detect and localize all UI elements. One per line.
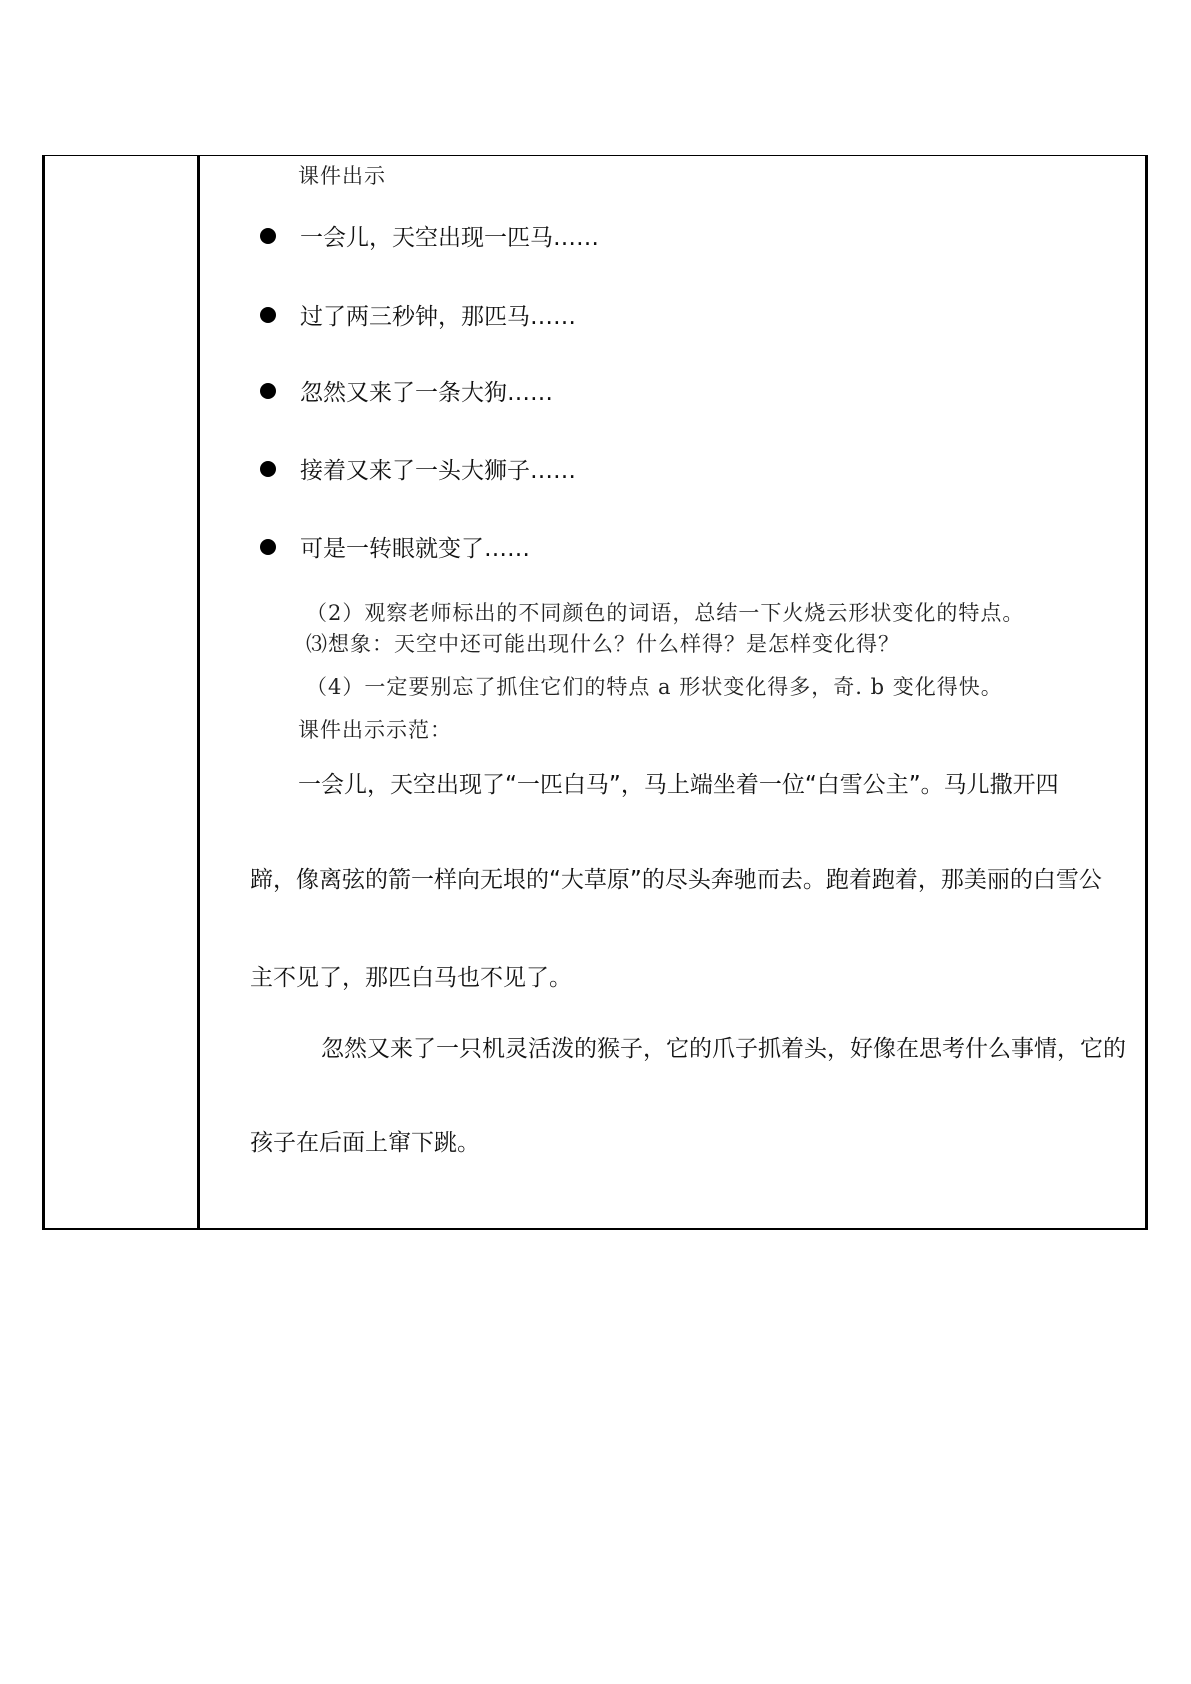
- lesson-table: [42, 155, 1148, 1230]
- bullet-text: 忽然又来了一条大狗……: [300, 380, 553, 406]
- bullet-text: 接着又来了一头大狮子……: [300, 458, 576, 484]
- content-cell: [200, 156, 1145, 1228]
- bullet-text: 一会儿，天空出现一匹马……: [300, 225, 599, 251]
- courseware-heading: 课件出示: [298, 164, 386, 188]
- bullet-text: 可是一转眼就变了……: [300, 536, 530, 562]
- bullet-dot-icon: [260, 539, 276, 555]
- instruction-line: ⑶想象：天空中还可能出现什么？什么样得？是怎样变化得？: [306, 632, 900, 656]
- example-paragraph-line: 蹄，像离弦的箭一样向无垠的“大草原”的尽头奔驰而去。跑着跑着，那美丽的白雪公: [250, 867, 1102, 893]
- bullet-dot-icon: [260, 461, 276, 477]
- instruction-line: （4）一定要别忘了抓住它们的特点 a 形状变化得多，奇. b 变化得快。: [306, 675, 1003, 699]
- example-heading: 课件出示示范：: [298, 718, 452, 742]
- bullet-dot-icon: [260, 383, 276, 399]
- example-paragraph-line: 主不见了，那匹白马也不见了。: [250, 965, 572, 991]
- bullet-dot-icon: [260, 307, 276, 323]
- bullet-dot-icon: [260, 228, 276, 244]
- instruction-line: （2）观察老师标出的不同颜色的词语，总结一下火烧云形状变化的特点。: [306, 601, 1025, 625]
- bullet-text: 过了两三秒钟，那匹马……: [300, 304, 576, 330]
- example-paragraph-line: 一会儿，天空出现了“一匹白马”，马上端坐着一位“白雪公主”。马儿撒开四: [298, 772, 1059, 798]
- example-paragraph-line: 忽然又来了一只机灵活泼的猴子，它的爪子抓着头，好像在思考什么事情，它的: [321, 1036, 1126, 1062]
- example-paragraph-line: 孩子在后面上窜下跳。: [250, 1130, 480, 1156]
